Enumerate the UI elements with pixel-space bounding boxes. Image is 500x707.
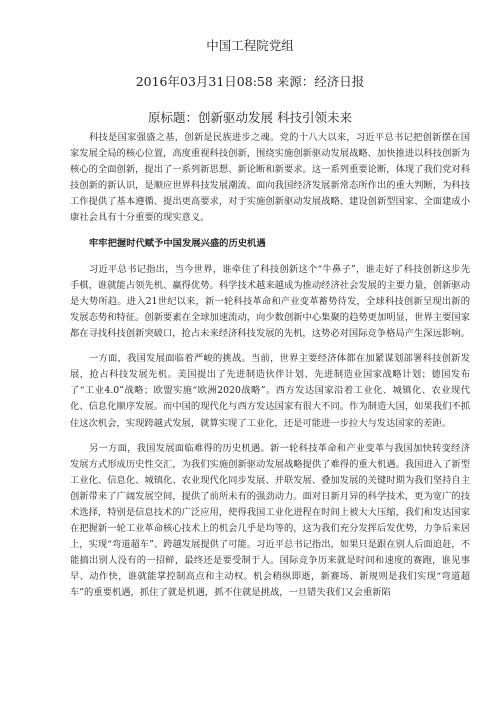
section-heading: 牢牢把握时代赋予中国发展兴盛的历史机遇 (89, 237, 266, 249)
intro-paragraph: 科技是国家强盛之基，创新是民族进步之魂。党的十八大以来，习近平总书记把创新摆在国家发展全局的核心位置，高度重视科技创新，围绕实施创新驱动发展战略、加快推进以科技创新为核心的全面创新，提出了一系列新思想、新论断和新要求。这一系列重要论断，体现了我们党对科技创新的新认识，是顺应世界科技发展潮流、面向我国经济发展新常态所作出的重大判断，为科技工作提供了基本遵循、提出更高要求，对于实施创新驱动发展战略、建设创新型国家、全面建成小康社会具有十分重要的现实意义。 (70, 132, 470, 224)
body-paragraph: 另一方面，我国发展面临难得的历史机遇。新一轮科技革命和产业变革与我国加快转变经济发展方式形成历史性交汇，为我们实施创新驱动发展战略提供了难得的重大机遇。我国进入了新型工业化、信息化、城镇化、农业现代化同步发展、并联发展、叠加发展的关键时期为我们坚持自主创新带来了广阔发展空间，提供了前所未有的强劲动力。面对日新月异的科学技术，更为宽广的技术选择，特别是信息技术的广泛应用，使得我国工业化进程在时间上被大大压缩，我们和发达国家在把握新一轮工业革命核心技术上的机会几乎是均等的，这为我们充分发挥后发优势，力争后来居上，实现“弯道超车”、跨越发展提供了可能。习近平总书记指出，如果只是跟在别人后面追赶，不能搞出别人没有的一招鲜，最终还是要受制于人。国际竞争历来就是时间和速度的赛跑，谁见事早、动作快，谁就能掌控制高点和主动权。机会稍纵即逝，新赛场、新规则是我们实现“弯道超车”的重要机遇，抓住了就是机遇，抓不住就是挑战，一旦错失我们又会重新陷 (70, 442, 470, 599)
body-paragraph: 一方面，我国发展面临着严峻的挑战。当前，世界主要经济体都在加紧谋划部署科技创新发展，抢占科技发展先机。美国提出了先进制造伙伴计划、先进制造业国家战略计划；德国发布了“工业4.0”战略；欧盟实施“欧洲2020战略”。西方发达国家沿着工业化、城镇化、农业现代化、信息化顺序发展。而中国的现代化与西方发达国家有很大不同。作为制造大国，如果我们不抓住这次机会，实现跨越式发展，就算实现了工业化，还是可能进一步拉大与发达国家的差距。 (70, 353, 470, 429)
body-paragraph: 习近平总书记指出，当今世界，谁牵住了科技创新这个“牛鼻子”，谁走好了科技创新这步先手棋，谁就能占领先机、赢得优势。科学技术越来越成为推动经济社会发展的主要力量，创新驱动是大势所趋。进入21世纪以来，新一轮科技革命和产业变革蓄势待发，全球科技创新呈现出新的发展态势和特征。创新要素在全球加速流动，向少数创新中心集聚的趋势更加明显，世界主要国家都在寻找科技创新突破口，抢占未来经济科技发展的先机，这势必对国际竞争格局产生深远影响。 (70, 263, 470, 340)
article-body (70, 130, 470, 611)
original-title: 原标题：创新驱动发展 科技引领未来 (148, 110, 352, 125)
author-line: 中国工程院党组 (206, 38, 294, 53)
dateline: 2016年03月31日08:58 来源：经济日报 (135, 74, 365, 89)
